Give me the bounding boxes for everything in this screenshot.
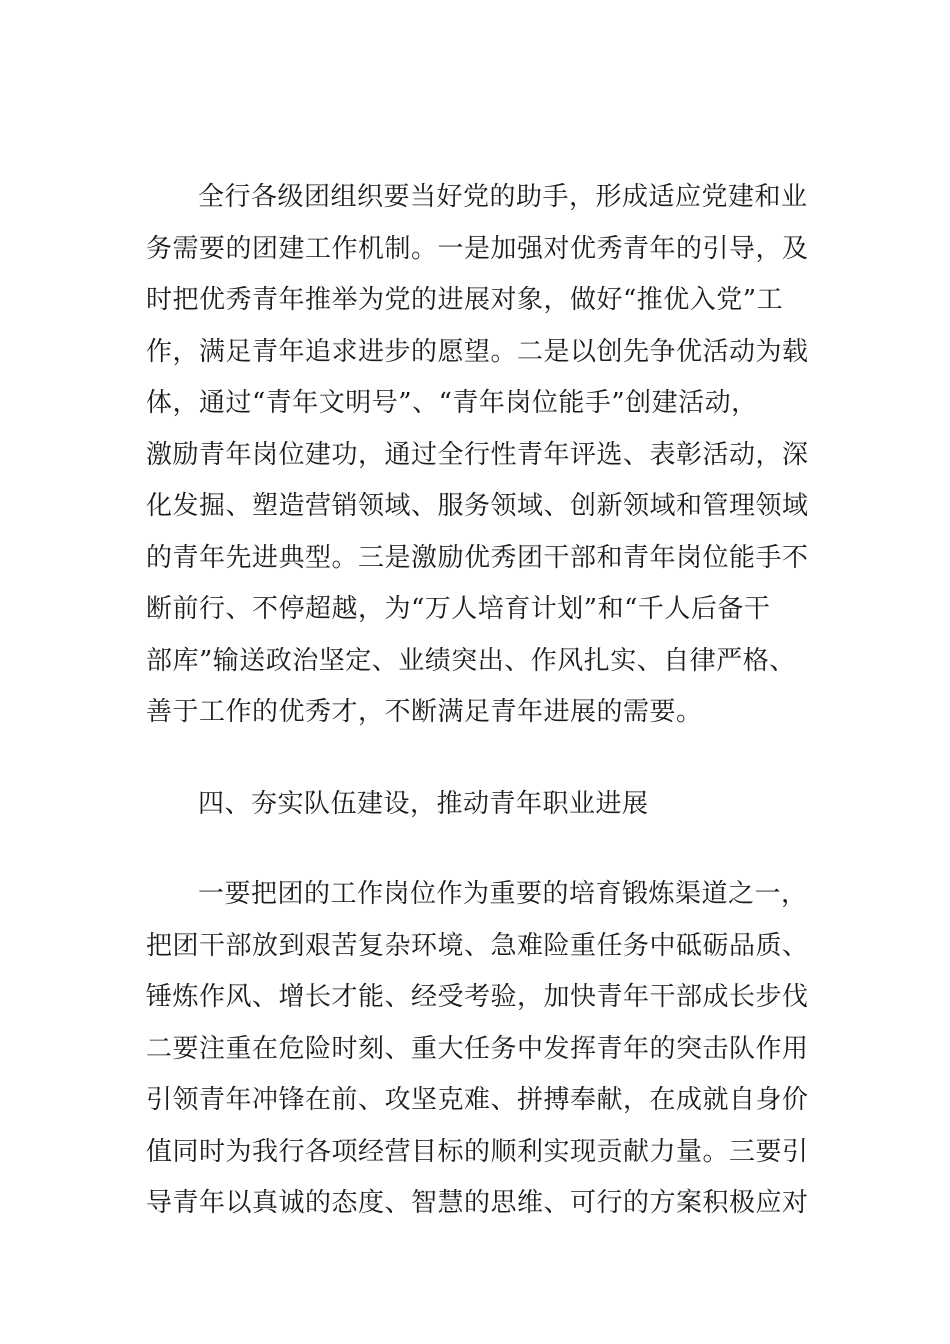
text-line: 断前行、不停超越，为“万人培育计划”和“千人后备干 [146, 594, 771, 624]
text-line: 激励青年岗位建功，通过全行性青年评选、表彰活动，深 [146, 439, 809, 470]
section-heading [146, 779, 806, 831]
text-line: 时把优秀青年推举为党的进展对象，做好“推优入党”工 [146, 285, 784, 315]
text-line: 把团干部放到艰苦复杂环境、急难险重任务中砥砺品质、 [146, 930, 809, 961]
text-line: 务需要的团建工作机制。一是加强对优秀青年的引导，及 [146, 233, 809, 264]
text-line: 二要注重在危险时刻、重大任务中发挥青年的突击队作用 [146, 1033, 809, 1064]
paragraph-party-assistance [146, 172, 809, 739]
text-line: 部库”输送政治坚定、业绩突出、作风扎实、自律严格、 [146, 645, 796, 676]
text-line: 善于工作的优秀才，不断满足青年进展的需要。 [146, 697, 703, 727]
text-line: 化发掘、塑造营销领域、服务领域、创新领域和管理领域 [146, 491, 809, 521]
section-heading-text: 四、夯实队伍建设，推动青年职业进展 [198, 789, 649, 819]
text-line: 导青年以真诚的态度、智慧的思维、可行的方案积极应对 [146, 1188, 809, 1218]
text-line: 引领青年冲锋在前、攻坚克难、拼搏奉献，在成就自身价 [146, 1085, 809, 1115]
text-line: 值同时为我行各项经营目标的顺利实现贡献力量。三要引 [146, 1136, 809, 1167]
text-line: 锤炼作风、增长才能、经受考验，加快青年干部成长步伐 [146, 982, 809, 1012]
text-line: 一要把团的工作岗位作为重要的培育锻炼渠道之一， [198, 879, 808, 909]
text-line: 作，满足青年追求进步的愿望。二是以创先争优活动为载 [146, 336, 809, 367]
text-line: 全行各级团组织要当好党的助手，形成适应党建和业 [198, 182, 808, 212]
text-line: 的青年先进典型。三是激励优秀团干部和青年岗位能手不 [146, 542, 809, 573]
paragraph-team-building [146, 869, 809, 1230]
text-line: 体，通过“青年文明号”、“青年岗位能手”创建活动， [146, 388, 758, 418]
